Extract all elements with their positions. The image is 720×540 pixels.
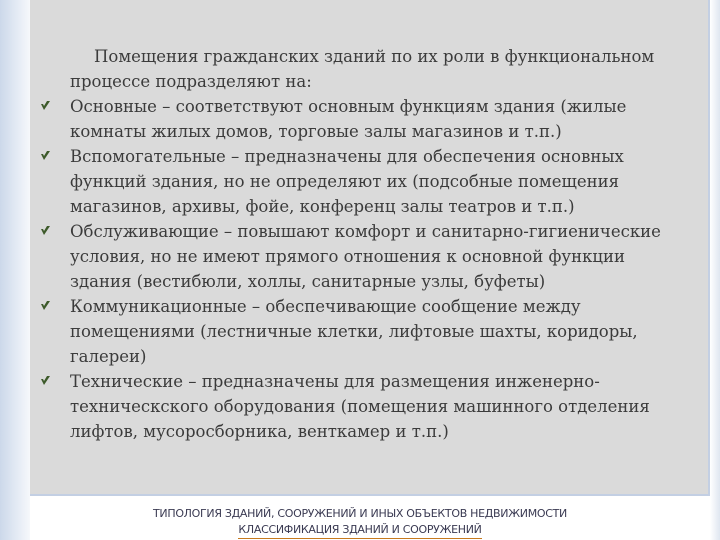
list-item: [40, 294, 680, 369]
list-item: [40, 94, 680, 144]
list-item: [40, 369, 680, 444]
list-item: [40, 144, 680, 219]
diamond-checkmark-icon: [40, 150, 51, 161]
diamond-checkmark-icon: [40, 300, 51, 311]
list-item: [40, 219, 680, 294]
bullet-text: Основные – соответствуют основным функциям здания (жилые комнаты жилых домов, торговые залы магазинов и т.п.): [70, 97, 627, 141]
bullet-text: Вспомогательные – предназначены для обеспечения основных функций здания, но не определяют их (подсобные помещения магазинов, архивы, фойе, конференц залы театров и т.п.): [70, 147, 624, 216]
bullet-text: Технические – предназначены для размещения инженерно-техническского оборудования (помещения машинного отделения лифтов, мусоросборника, венткамер и т.п.): [70, 372, 650, 441]
bullet-text: Коммуникационные – обеспечивающие сообщение между помещениями (лестничные клетки, лифтовые шахты, коридоры, галереи): [70, 297, 638, 366]
diamond-checkmark-icon: [40, 225, 51, 236]
diamond-checkmark-icon: [40, 100, 51, 111]
footer: [0, 506, 720, 539]
right-decor-band: [710, 0, 720, 540]
footer-course-title: ТИПОЛОГИЯ ЗДАНИЙ, СООРУЖЕНИЙ И ИНЫХ ОБЪЕКТОВ НЕДВИЖИМОСТИ: [153, 507, 567, 520]
intro-text: Помещения гражданских зданий по их роли в функциональном процессе подразделяют на:: [70, 47, 655, 91]
diamond-checkmark-icon: [40, 375, 51, 386]
bullet-list: [40, 94, 680, 444]
bullet-text: Обслуживающие – повышают комфорт и санитарно-гигиенические условия, но не имеют прямого отношения к основной функции здания (вестибюли, холлы, санитарные узлы, буфеты): [70, 222, 661, 291]
footer-section-title: КЛАССИФИКАЦИЯ ЗДАНИЙ И СООРУЖЕНИЙ: [238, 522, 481, 539]
left-decor-band: [0, 0, 30, 540]
